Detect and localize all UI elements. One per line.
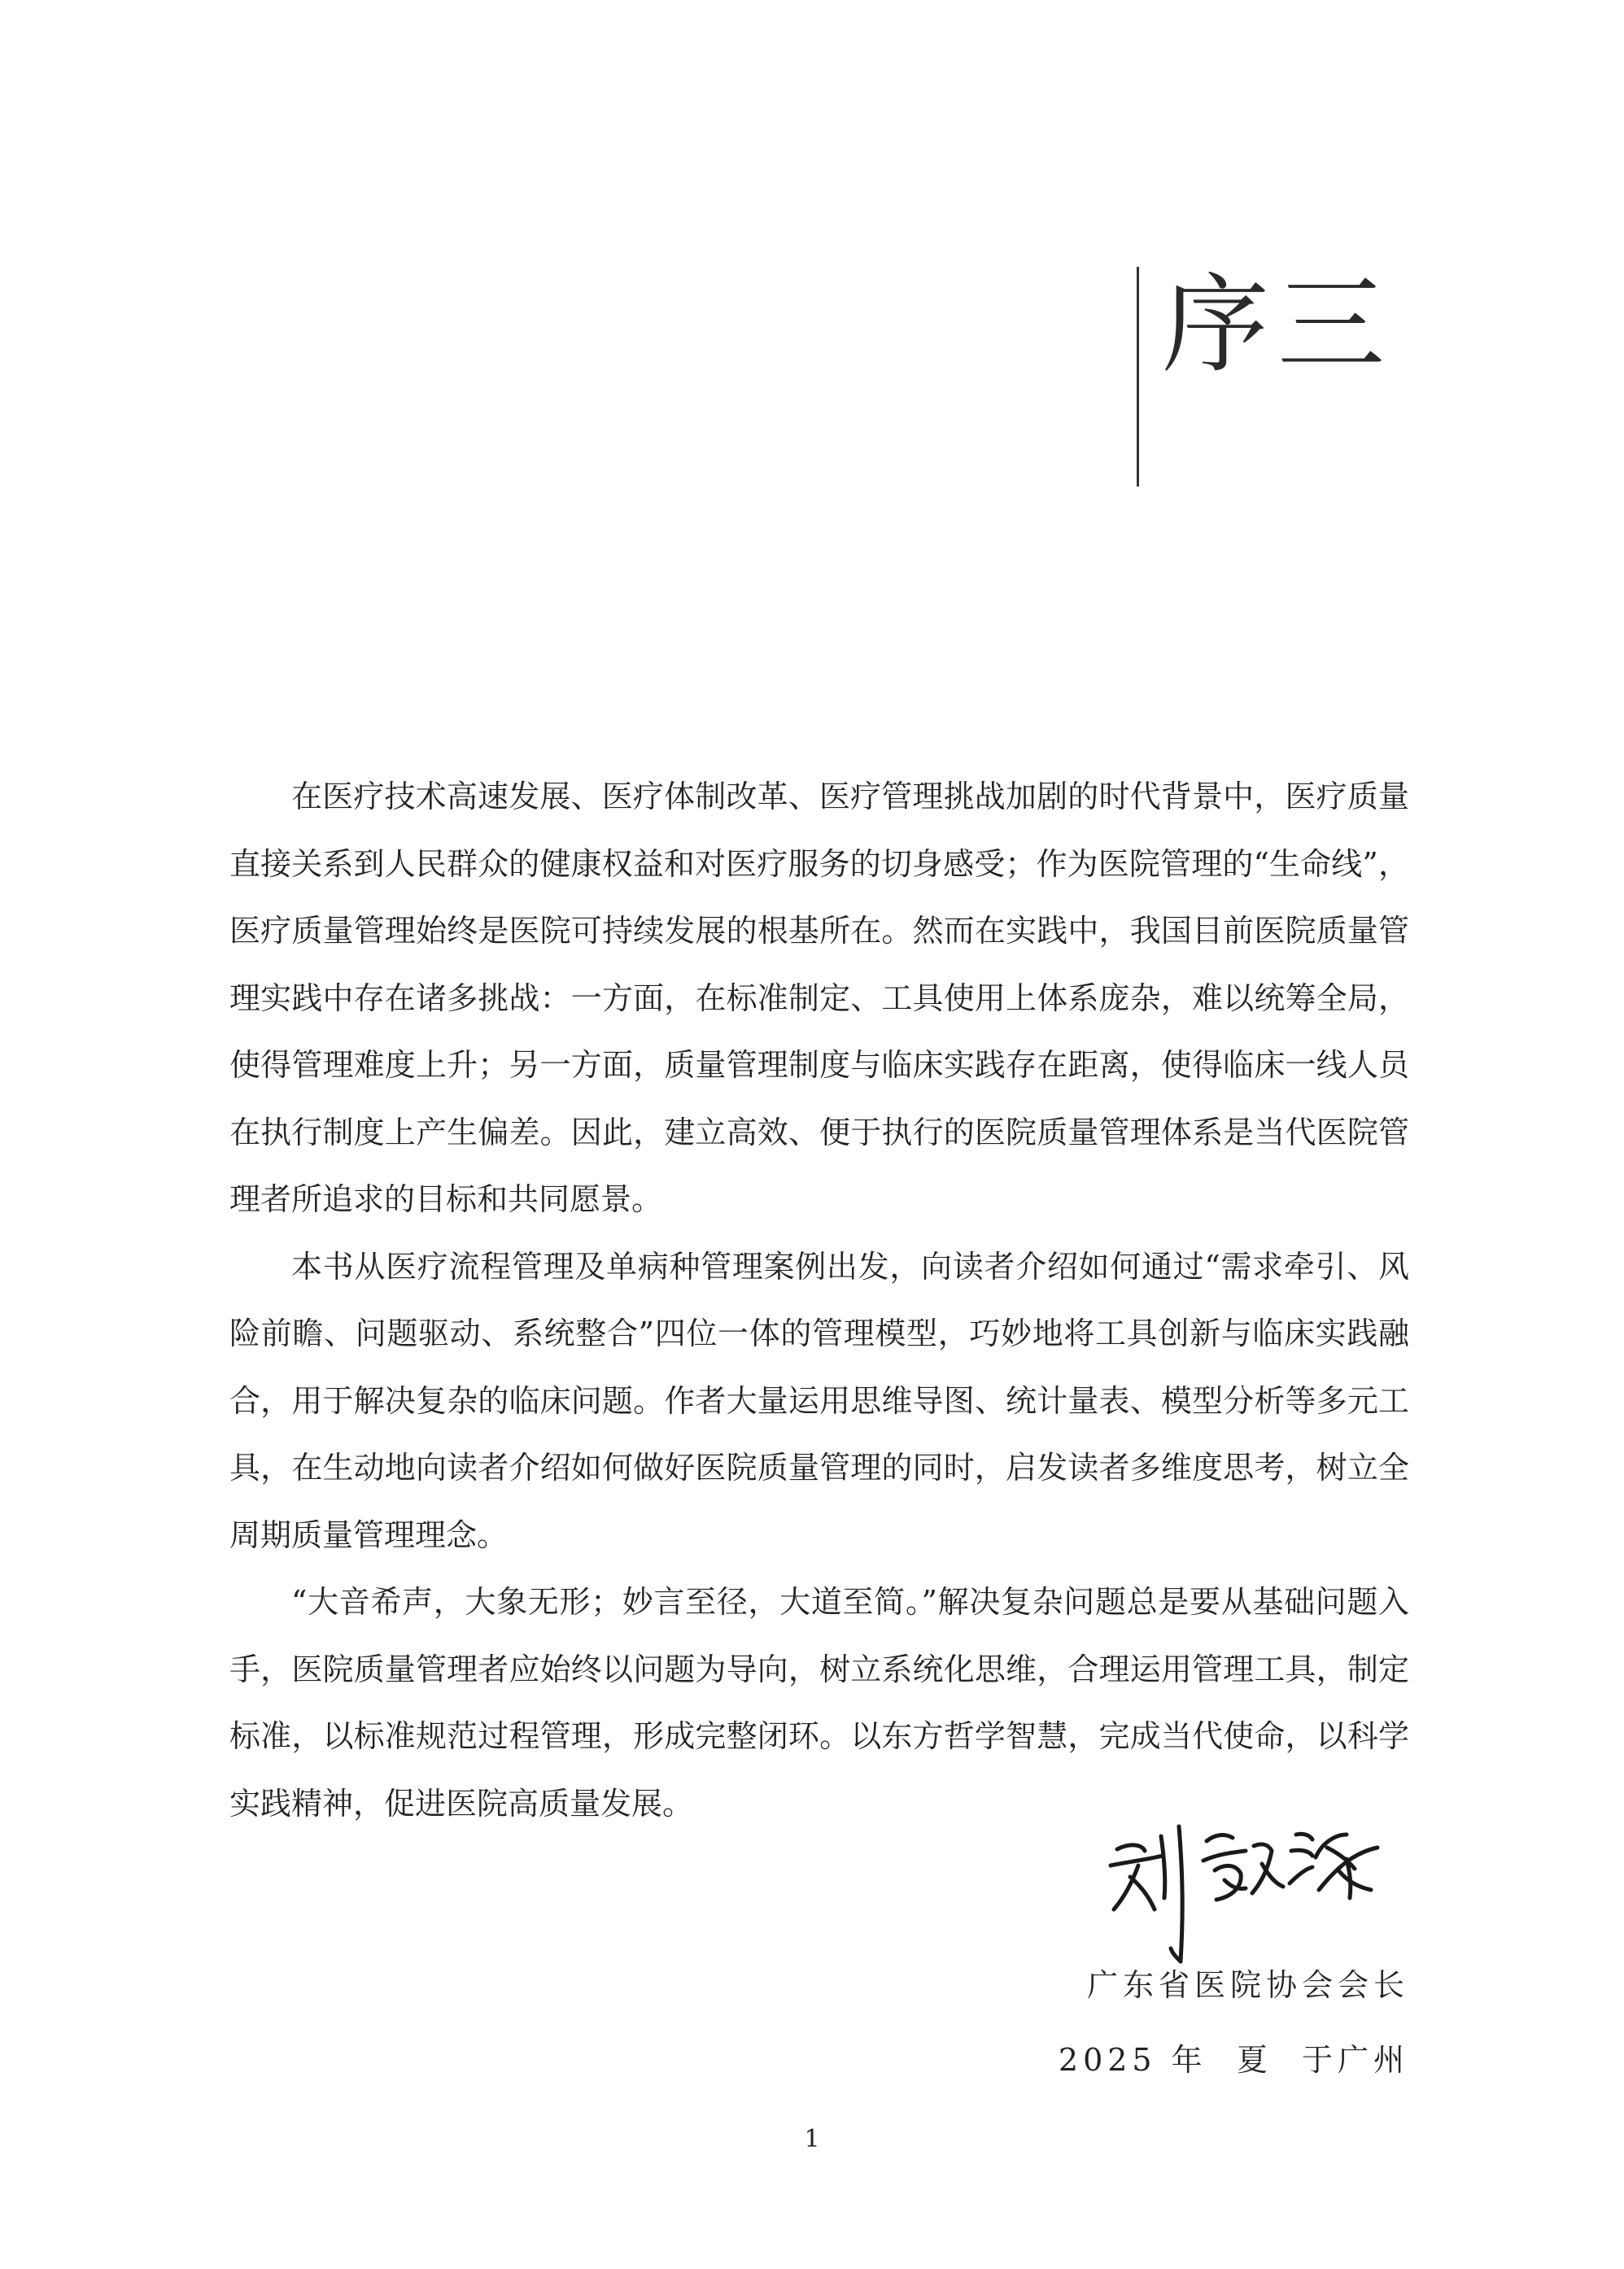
page-title: 序三 <box>1162 263 1393 388</box>
signature-date-place: 2025 年 夏 于广州 <box>1058 2042 1409 2078</box>
paragraph-1: 在医疗技术高速发展、医疗体制改革、医疗管理挑战加剧的时代背景中，医疗质量直接关系到人民群众的健康权益和对医疗服务的切身感受；作为医院管理的“生命线”，医疗质量管理始终是医院可持续发展的根基所在。然而在实践中，我国目前医院质量管理实践中存在诸多挑战：一方面，在标准制定、工具使用上体系庞杂，难以统筹全局，使得管理难度上升；另一方面，质量管理制度与临床实践存在距离，使得临床一线人员在执行制度上产生偏差。因此，建立高效、便于执行的医院质量管理体系是当代医院管理者所追求的目标和共同愿景。 <box>229 779 1409 1217</box>
author-position: 广东省医院协会会长 <box>1086 1967 1409 2003</box>
handwritten-signature <box>1102 1802 1404 1973</box>
paragraph-3: “大音希声，大象无形；妙言至径，大道至简。”解决复杂问题总是要从基础问题入手，医院质量管理者应始终以问题为导向，树立系统化思维，合理运用管理工具，制定标准，以标准规范过程管理，形成完整闭环。以东方哲学智慧，完成当代使命，以科学实践精神，促进医院高质量发展。 <box>229 1584 1409 1822</box>
preface-body <box>229 763 1409 1837</box>
page-number: 1 <box>804 2125 820 2153</box>
paragraph-2: 本书从医疗流程管理及单病种管理案例出发，向读者介绍如何通过“需求牵引、风险前瞻、问题驱动、系统整合”四位一体的管理模型，巧妙地将工具创新与临床实践融合，用于解决复杂的临床问题。作者大量运用思维导图、统计量表、模型分析等多元工具，在生动地向读者介绍如何做好医院质量管理的同时，启发读者多维度思考，树立全周期质量管理理念。 <box>229 1248 1409 1553</box>
title-divider <box>1137 267 1139 487</box>
